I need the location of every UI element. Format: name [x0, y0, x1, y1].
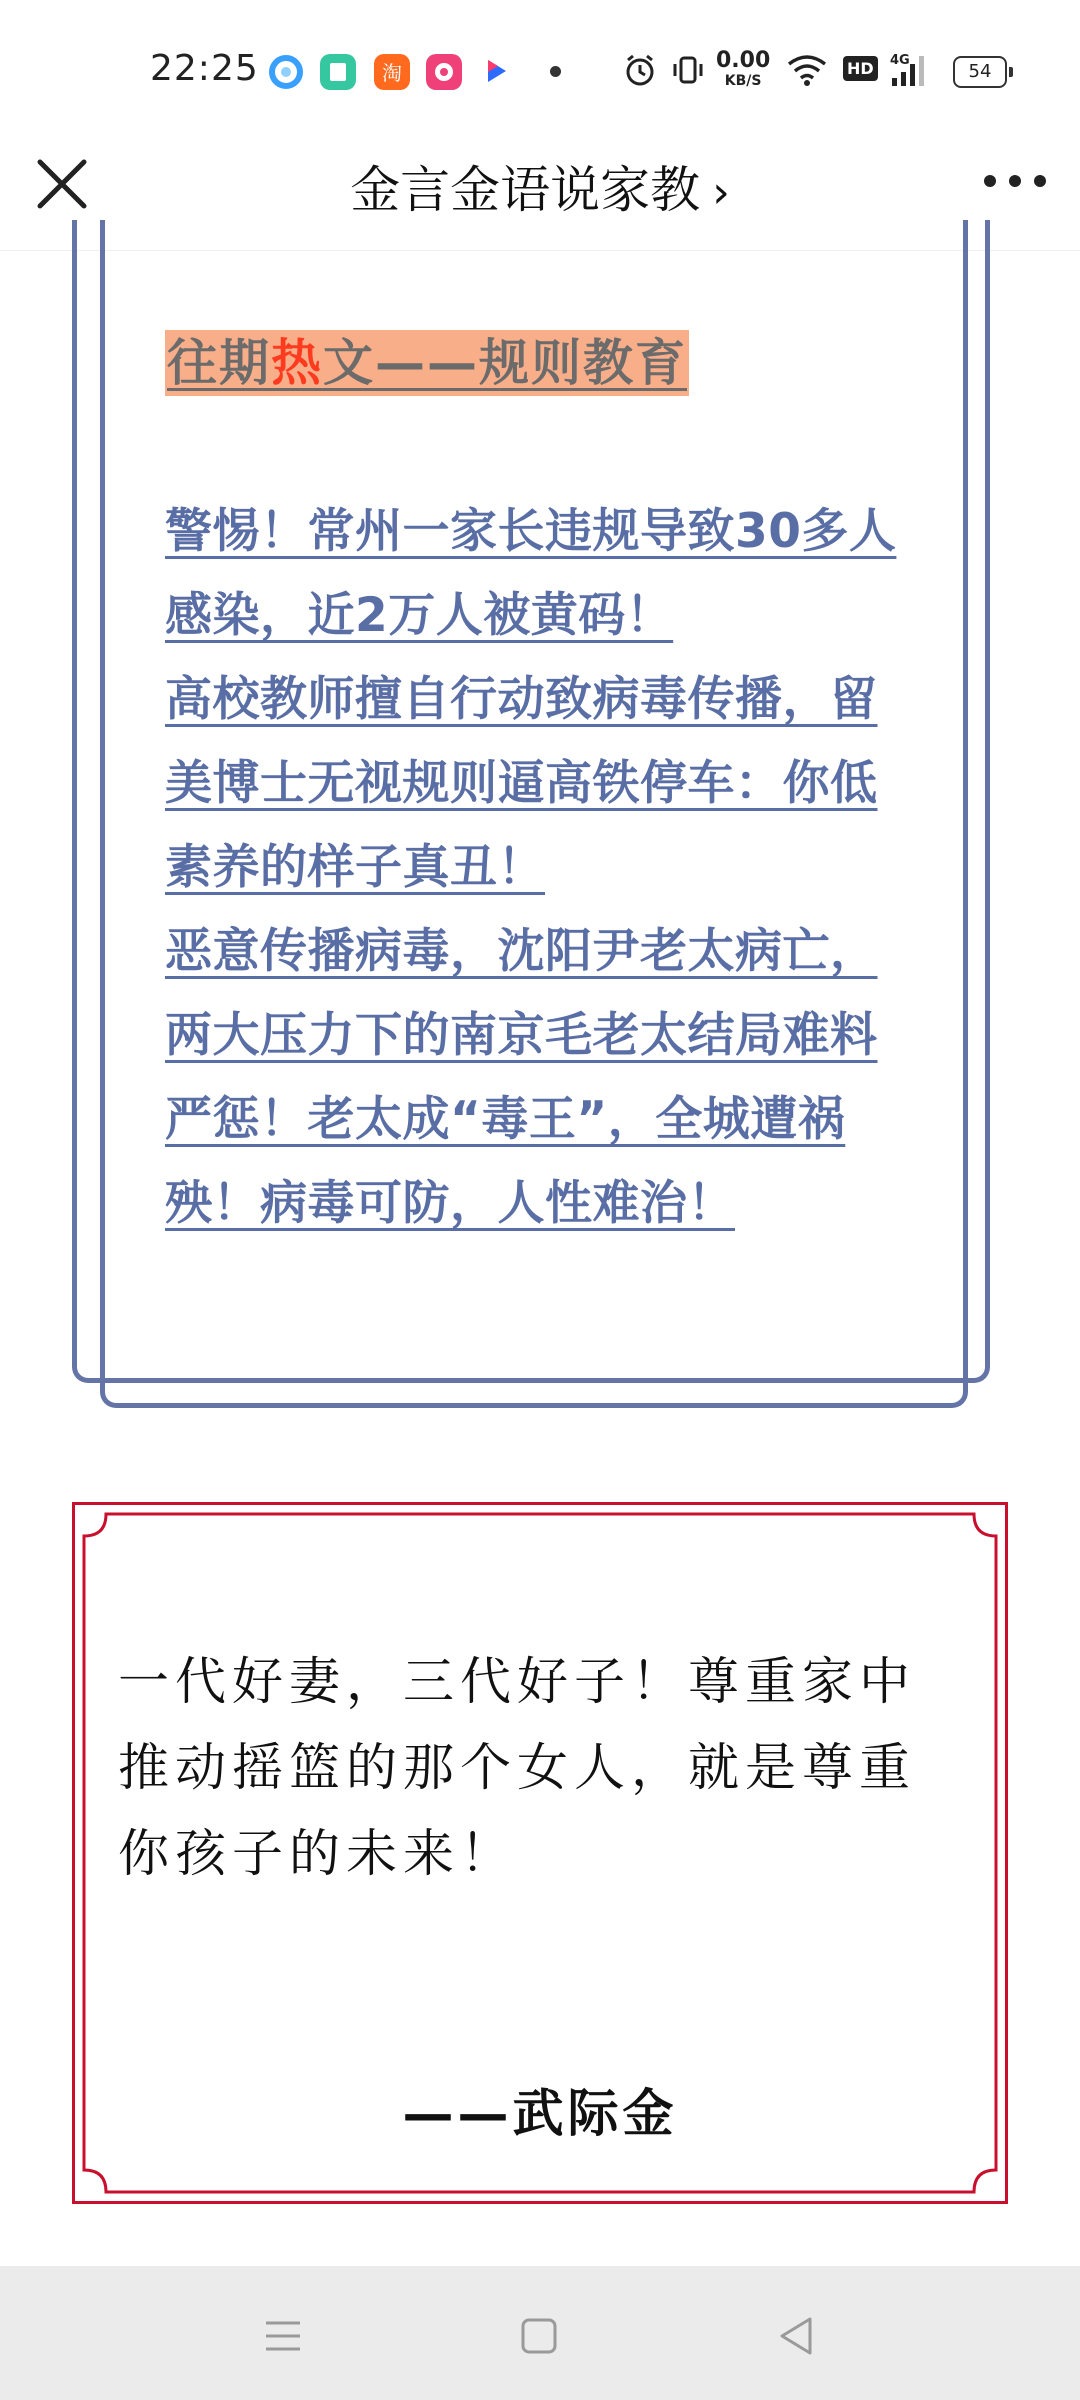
past-articles-heading: 往期热文——规则教育 — [165, 330, 689, 396]
status-time: 22:25 — [150, 48, 259, 89]
article-link-3[interactable]: 恶意传播病毒，沈阳尹老太病亡，两大压力下的南京毛老太结局难料 — [165, 924, 878, 1063]
home-button[interactable] — [514, 2311, 564, 2361]
past-articles-list — [165, 490, 915, 1246]
browser-app-icon — [268, 54, 304, 90]
account-name: 金言金语说家教 — [350, 161, 701, 219]
article-link-2[interactable]: 高校教师擅自行动致病毒传播，留美博士无视规则逼高铁停车：你低素养的样子真丑！ — [165, 672, 878, 895]
account-title-link[interactable] — [0, 150, 1080, 222]
reader-app-icon — [320, 54, 356, 90]
network-type-label: 4G — [890, 53, 910, 68]
more-icon — [980, 166, 1050, 196]
more-options-button[interactable] — [980, 166, 1050, 196]
recent-apps-button[interactable] — [258, 2311, 308, 2361]
menu-icon — [258, 2311, 308, 2361]
svg-text:淘: 淘 — [382, 61, 402, 85]
status-bar — [0, 0, 1080, 140]
quote-text: 一代好妻，三代好子！尊重家中推动摇篮的那个女人，就是尊重你孩子的未来！ — [118, 1653, 917, 1884]
hot-highlight: 热 — [271, 334, 323, 392]
back-triangle-icon — [772, 2311, 822, 2361]
back-button[interactable] — [772, 2311, 822, 2361]
network-speed: 0.00 KB/S — [716, 48, 771, 89]
quote-author: ——武际金 — [402, 2085, 678, 2144]
article-link-1[interactable]: 警惕！常州一家长违规导致30多人感染，近2万人被黄码！ — [165, 504, 897, 643]
system-nav-bar — [0, 2266, 1080, 2400]
battery-indicator: 54 — [953, 56, 1007, 88]
wifi-icon — [786, 52, 828, 92]
more-notifications-dot — [550, 66, 561, 77]
taobao-app-icon — [374, 54, 410, 90]
vibrate-icon — [670, 52, 706, 92]
hd-badge: HD — [843, 56, 878, 81]
article-link-4[interactable]: 严惩！老太成“毒王”，全城遭祸殃！病毒可防，人性难治！ — [165, 1092, 846, 1231]
signal-icon — [888, 50, 932, 94]
square-icon — [514, 2311, 564, 2361]
weibo-app-icon — [426, 54, 462, 90]
chevron-right-icon: › — [712, 167, 730, 218]
alarm-icon — [622, 52, 658, 92]
youku-app-icon — [478, 54, 514, 90]
